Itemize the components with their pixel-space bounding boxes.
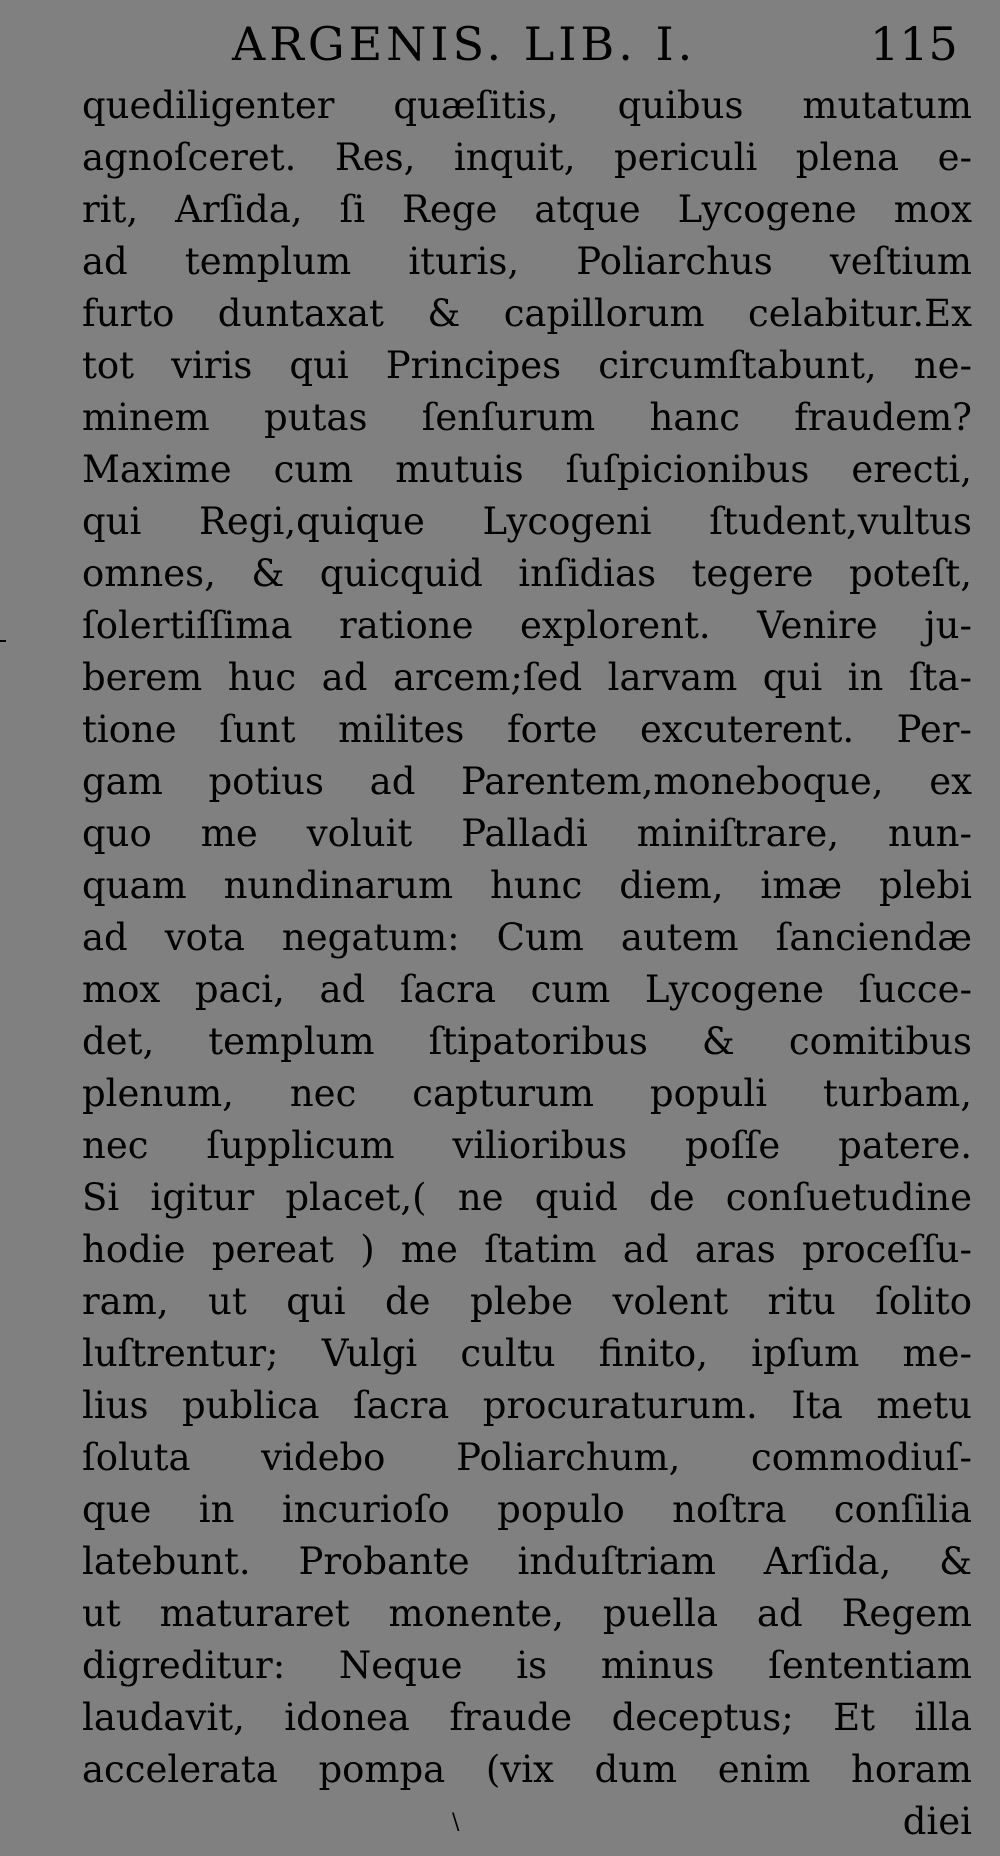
text-line: mox paci, ad ſacra cum Lycogene ſucce- xyxy=(82,968,972,1011)
text-line: qui Regi,quique Lycogeni ſtudent,vultus xyxy=(82,500,972,543)
body-text xyxy=(82,80,972,1848)
text-line: luſtrentur; Vulgi cultu finito, ipſum me- xyxy=(82,1332,972,1375)
text-line: latebunt. Probante induſtriam Arſida, & xyxy=(82,1540,972,1583)
text-line: tione ſunt milites forte excuterent. Per- xyxy=(82,708,972,751)
text-line: rit, Arſida, ſi Rege atque Lycogene mox xyxy=(82,188,972,231)
text-line: ad templum ituris, Poliarchus veſtium xyxy=(82,240,972,283)
text-line: quam nundinarum hunc diem, imæ plebi xyxy=(82,864,972,907)
running-head: ARGENIS. LIB. I. xyxy=(232,17,697,71)
text-line: lius publica ſacra procuraturum. Ita metu xyxy=(82,1384,972,1427)
text-line: gam potius ad Parentem,moneboque, ex xyxy=(82,760,972,803)
text-line: quediligenter quæſitis, quibus mutatum xyxy=(82,84,972,127)
text-line: minem putas ſenſurum hanc fraudem? xyxy=(82,396,972,439)
text-line: quo me voluit Palladi miniſtrare, nun- xyxy=(82,812,972,855)
catchword: diei xyxy=(902,1800,972,1843)
text-line: berem huc ad arcem;ſed larvam qui in ſta- xyxy=(82,656,972,699)
text-line: det, templum ſtipatoribus & comitibus xyxy=(82,1020,972,1063)
text-line: laudavit, idonea fraude deceptus; Et illa xyxy=(82,1696,972,1739)
text-line: ad vota negatum: Cum autem ſanciendæ xyxy=(82,916,972,959)
text-line: omnes, & quicquid inſidias tegere poteſt, xyxy=(82,552,972,595)
stray-ink-mark: \ xyxy=(452,1810,460,1835)
text-line: que in incurioſo populo noſtra conſilia xyxy=(82,1488,972,1531)
text-line: accelerata pompa (vix dum enim horam xyxy=(82,1748,972,1791)
text-line: ſoluta videbo Poliarchum, commodiuſ- xyxy=(82,1436,972,1479)
text-line: hodie pereat ) me ſtatim ad aras proceſſu- xyxy=(82,1228,972,1271)
page-number: 115 xyxy=(870,17,958,71)
text-line: digreditur: Neque is minus ſententiam xyxy=(82,1644,972,1687)
text-line: agnoſceret. Res, inquit, periculi plena e- xyxy=(82,136,972,179)
text-line: ut maturaret monente, puella ad Regem xyxy=(82,1592,972,1635)
text-line: Maxime cum mutuis ſuſpicionibus erecti, xyxy=(82,448,972,491)
margin-mark xyxy=(0,640,6,642)
text-line: ram, ut qui de plebe volent ritu ſolito xyxy=(82,1280,972,1323)
text-line: plenum, nec capturum populi turbam, xyxy=(82,1072,972,1115)
text-line: nec ſupplicum vilioribus poſſe patere. xyxy=(82,1124,972,1167)
text-line: ſolertiſſima ratione explorent. Venire ju- xyxy=(82,604,972,647)
text-line: Si igitur placet,( ne quid de conſuetudine xyxy=(82,1176,972,1219)
text-line: tot viris qui Principes circumſtabunt, ne- xyxy=(82,344,972,387)
text-line: furto duntaxat & capillorum celabitur.Ex xyxy=(82,292,972,335)
